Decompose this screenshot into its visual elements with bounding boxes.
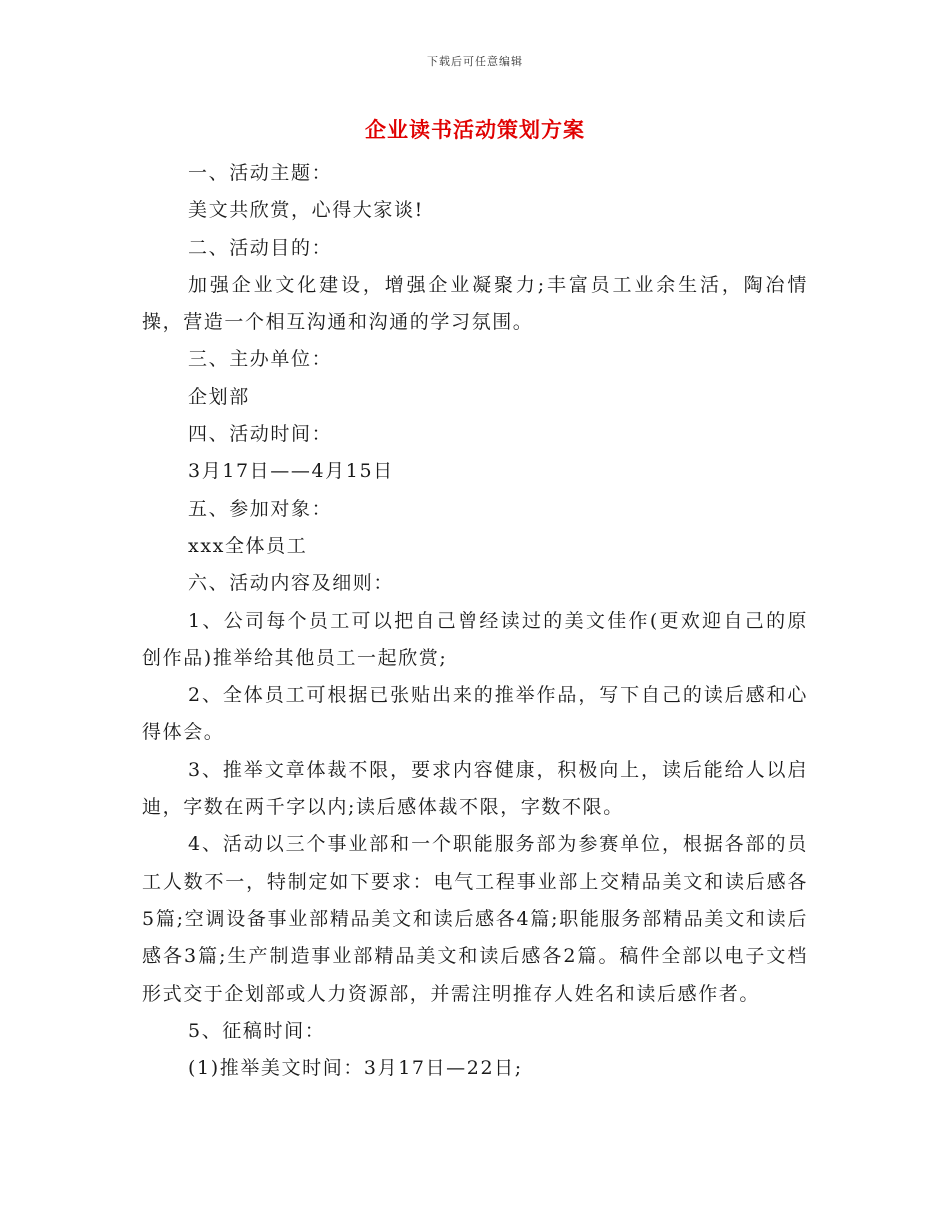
heading-participants: 五、参加对象： <box>188 497 333 520</box>
rule-item-4: 4、活动以三个事业部和一个职能服务部为参赛单位，根据各部的员工人数不一，特制定如下要求：电气工程事业部上交精品美文和读后感各5篇;空调设备事业部精品美文和读后感各4篇;职能服务部精品美文和读后感各3篇;生产制造事业部精品美文和读后感各2篇。稿件全部以电子文档形式交于企划部或人力资源部，并需注明推存人姓名和读后感作者。 <box>142 833 808 1005</box>
heading-content: 六、活动内容及细则： <box>188 572 395 595</box>
header-note: 下载后可任意编辑 <box>427 55 523 68</box>
heading-organizer: 三、主办单位： <box>188 348 333 371</box>
paragraph-participants: xxx全体员工 <box>188 534 308 557</box>
rule-item-5: 5、征稿时间： <box>188 1019 326 1042</box>
rule-item-3: 3、推举文章体裁不限，要求内容健康，积极向上，读后能给人以启迪，字数在两千字以内;读后感体裁不限，字数不限。 <box>142 758 808 819</box>
paragraph-purpose: 加强企业文化建设，增强企业凝聚力;丰富员工业余生活，陶冶情操，营造一个相互沟通和沟通的学习氛围。 <box>142 273 808 334</box>
rule-item-2: 2、全体员工可根据已张贴出来的推举作品，写下自己的读后感和心得体会。 <box>142 684 808 744</box>
heading-time: 四、活动时间： <box>188 423 333 446</box>
document-body <box>142 155 808 1087</box>
paragraph-organizer: 企划部 <box>188 385 250 408</box>
document-title: 企业读书活动策划方案 <box>365 117 585 142</box>
heading-purpose: 二、活动目的： <box>188 236 333 259</box>
heading-theme: 一、活动主题： <box>188 162 333 184</box>
rule-item-1: 1、公司每个员工可以把自己曾经读过的美文佳作(更欢迎自己的原创作品)推举给其他员工一起欣赏; <box>142 609 808 669</box>
paragraph-theme: 美文共欣赏，心得大家谈! <box>188 199 424 222</box>
paragraph-time: 3月17日——4月15日 <box>188 460 394 483</box>
rule-item-5-sub-1: (1)推举美文时间：3月17日—22日; <box>188 1057 523 1080</box>
